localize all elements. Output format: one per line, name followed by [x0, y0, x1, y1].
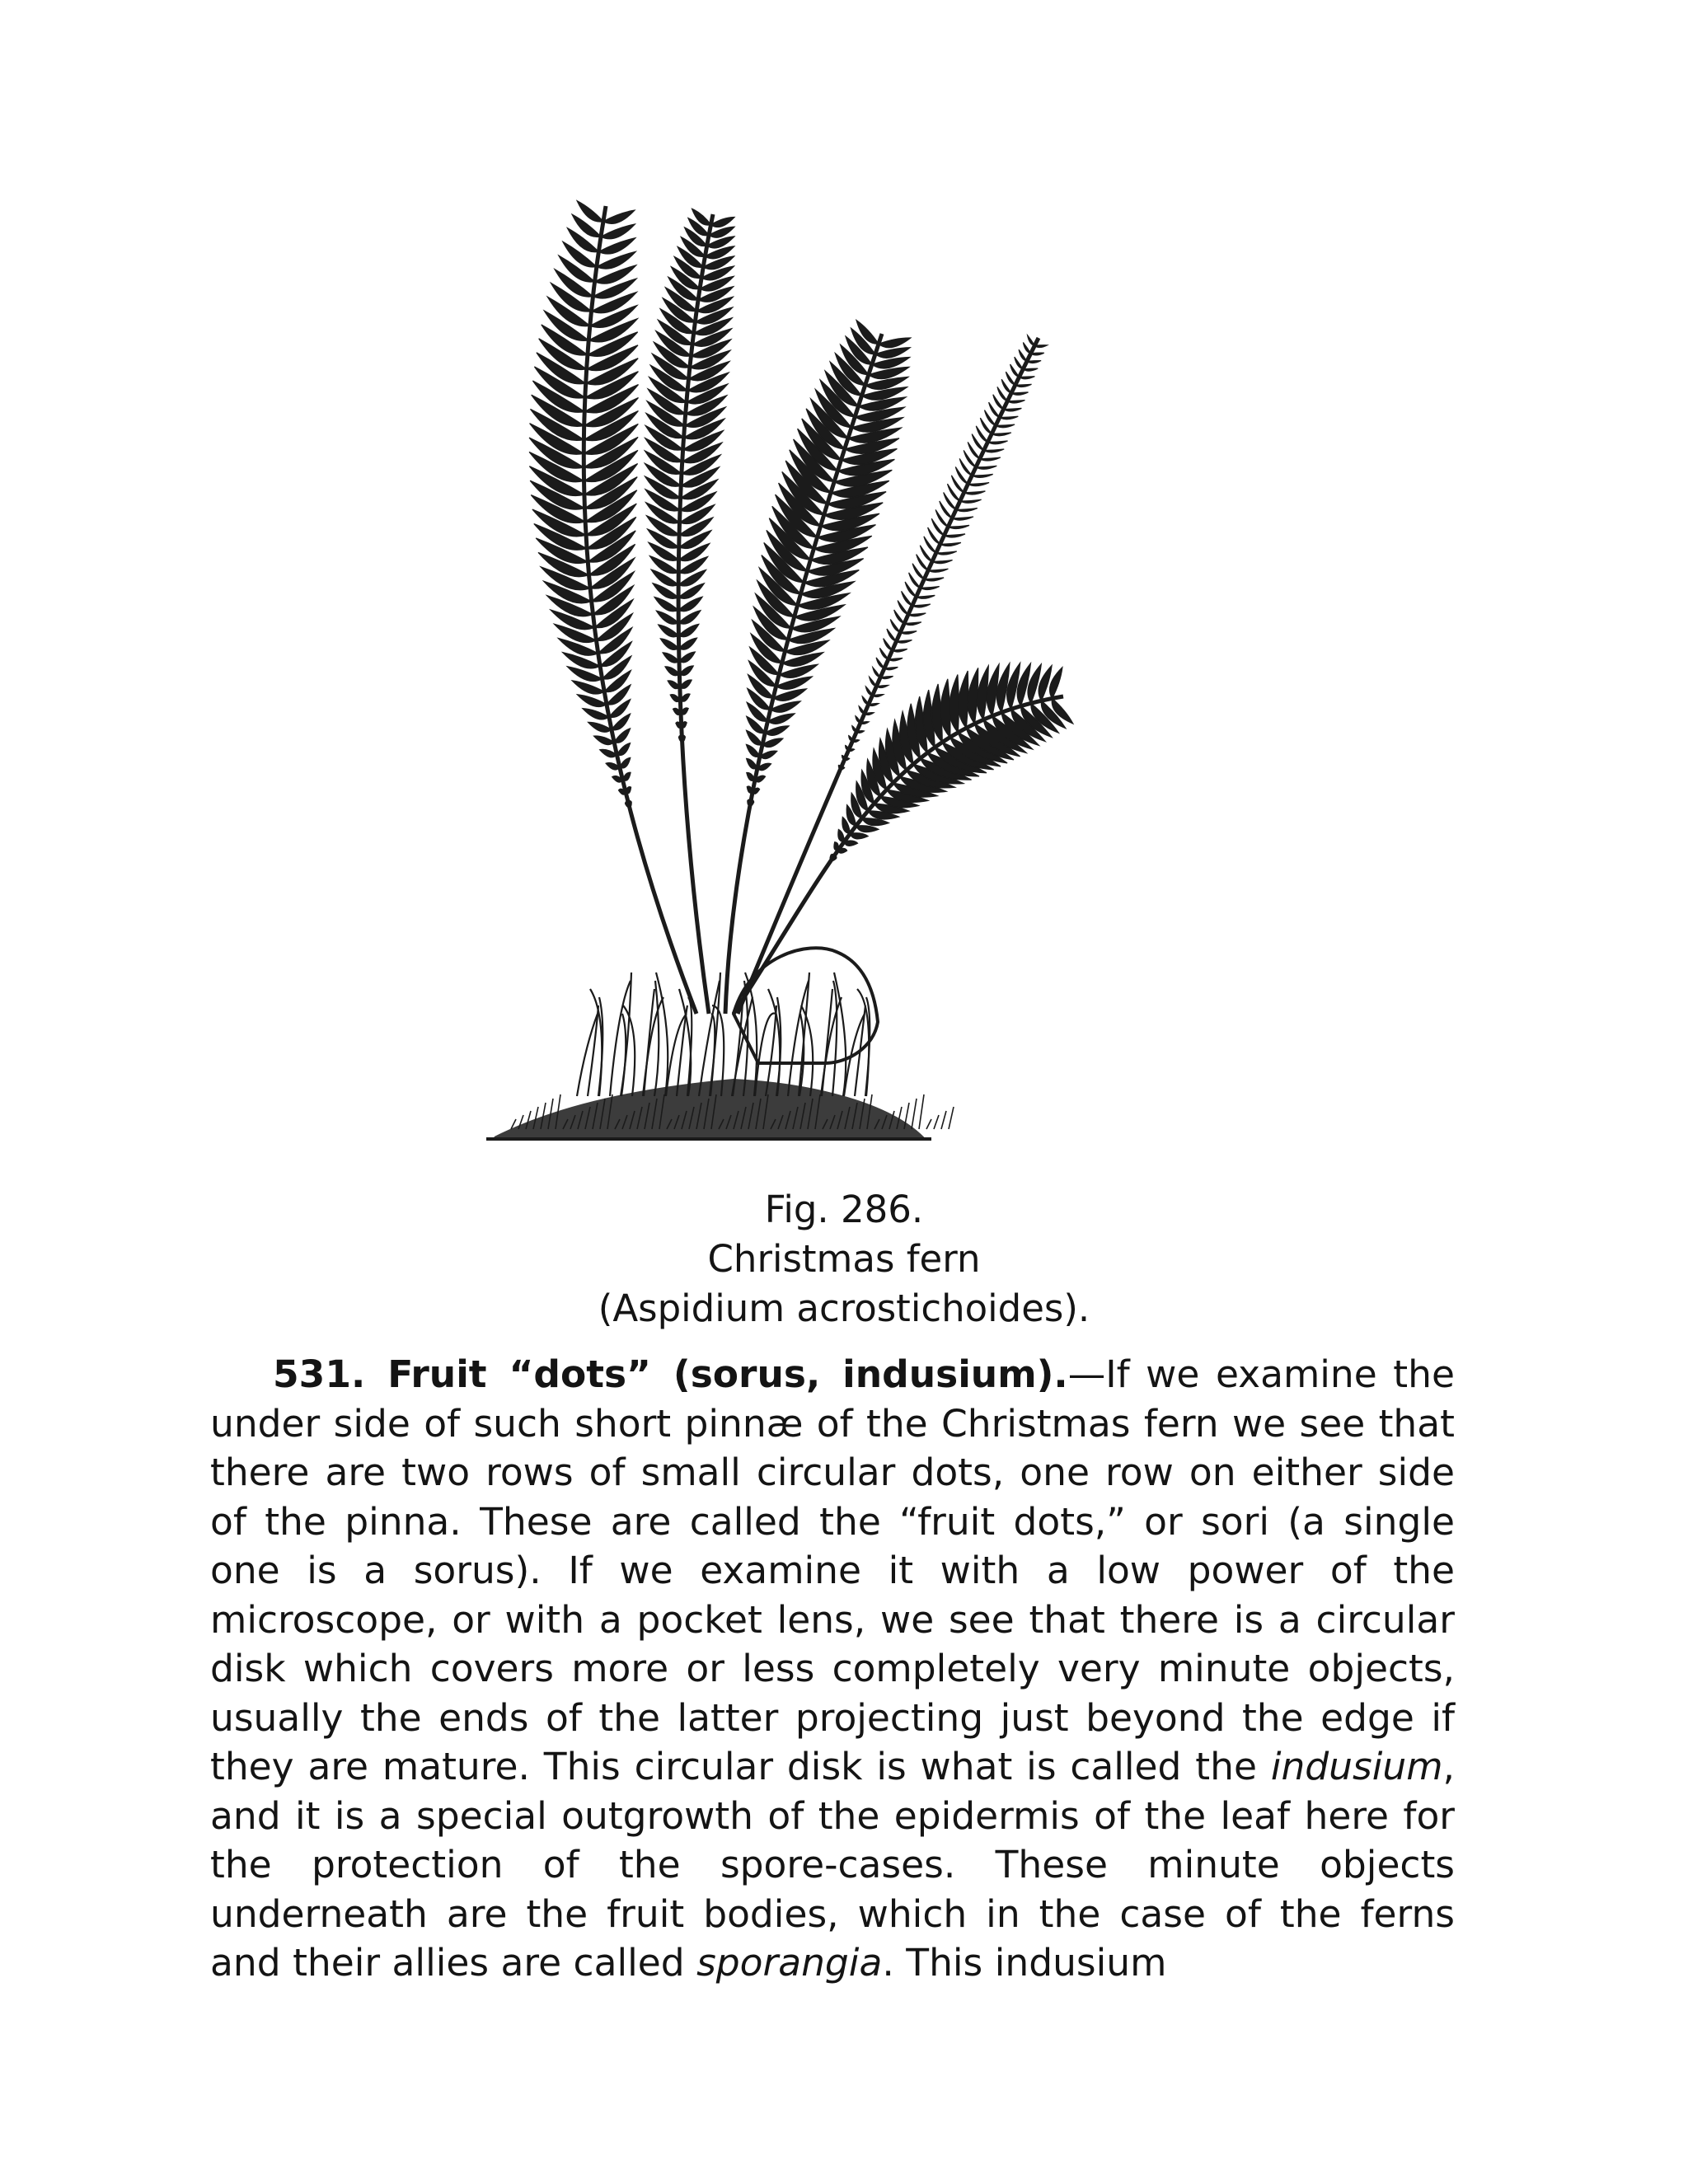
- body-paragraph: [210, 1350, 1455, 1988]
- figure-title: Christmas fern: [707, 1237, 981, 1281]
- paragraph-text-2: , and it is a special outgrowth of the epidermis of the leaf here for the protection of the spore-cases. These minute objects underneath are the fruit bodies, which in the case of the ferns and their allies are called: [210, 1745, 1455, 1985]
- fern-frond-left-inner: [645, 209, 734, 1014]
- figure-subtitle: (Aspidium acrostichoides).: [598, 1286, 1090, 1330]
- term-indusium: indusium: [1270, 1745, 1443, 1788]
- fern-illustration: [462, 190, 1220, 1162]
- rock-shape: [734, 948, 878, 1063]
- christmas-fern-drawing: [462, 190, 1220, 1162]
- paragraph-text-1: —If we examine the under side of such short pinnæ of the Christmas fern we see that there are two rows of small circular dots, one row on either side of the pinna. These are called the “fruit dots,” or sori (a single one is a sorus). If we examine it with a low power of the microscope, or with a pocket lens, we see that there is a circular disk which covers more or less completely very minute objects, usually the ends of the latter projecting just beyond the edge if they are mature. This circular disk is what is called the: [210, 1352, 1455, 1788]
- term-sporangia: sporangia: [696, 1941, 883, 1985]
- paragraph-text-3: . This indusium: [882, 1941, 1167, 1985]
- section-heading: 531. Fruit “dots” (sorus, indusium).: [273, 1352, 1068, 1396]
- figure-label: Fig. 286.: [764, 1188, 924, 1231]
- figure-caption: [0, 1185, 1688, 1333]
